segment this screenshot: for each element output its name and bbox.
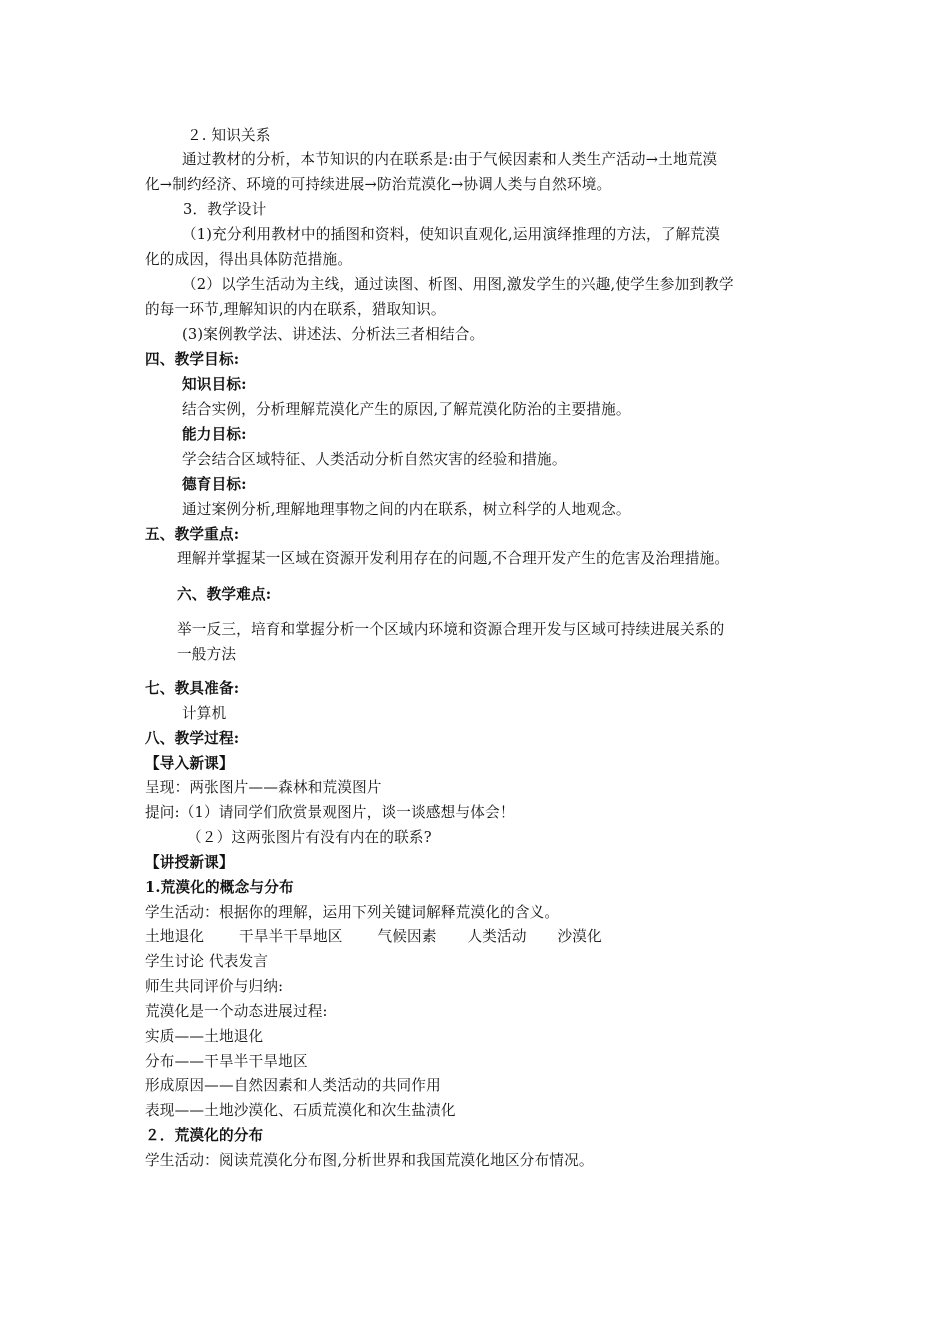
dynamic-text: 荒漠化是一个动态进展过程:: [145, 1003, 328, 1020]
moral-goal-text: 通过案例分析,理解地理事物之间的内在联系，树立科学的人地观念。: [182, 501, 631, 518]
knowledge-goal-label: 知识目标:: [182, 376, 247, 393]
design-item1-line1: （1)充分利用教材中的插图和资料，使知识直观化,运用演绎推理的方法，了解荒漠: [182, 226, 721, 243]
present-text: 呈现：两张图片——森林和荒漠图片: [145, 779, 382, 796]
activity1-text: 学生活动：根据你的理解，运用下列关键词解释荒漠化的含义。: [145, 904, 560, 921]
keyword: 土地退化: [145, 928, 205, 945]
knowledge-relation-line1: 通过教材的分析，本节知识的内在联系是:由于气候因素和人类生产活动→土地荒漠: [182, 151, 718, 168]
focus-text: 理解并掌握某一区域在资源开发利用存在的问题,不合理开发产生的危害及治理措施。: [177, 550, 730, 567]
keyword: 气候因素: [377, 928, 437, 945]
design-item2-line2: 的每一环节,理解知识的内在联系，猎取知识。: [145, 301, 446, 318]
tools-text: 计算机: [182, 705, 227, 722]
knowledge-goal-text: 结合实例，分析理解荒漠化产生的原因,了解荒漠化防治的主要措施。: [182, 401, 631, 418]
moral-goal-label: 德育目标:: [182, 476, 247, 493]
essence-text: 实质——土地退化: [145, 1028, 264, 1045]
keyword-row: [145, 927, 602, 947]
design-item1-line2: 化的成因，得出具体防范措施。: [145, 251, 353, 268]
design-item2-line1: （2）以学生活动为主线，通过读图、析图、用图,激发学生的兴趣,使学生参加到教学: [182, 276, 734, 293]
ability-goal-text: 学会结合区域特征、人类活动分析自然灾害的经验和措施。: [182, 451, 567, 468]
distribution-text: 分布——干旱半干旱地区: [145, 1053, 308, 1070]
design-item3: (3)案例教学法、讲述法、分析法三者相结合。: [182, 326, 485, 343]
process-heading: 八、教学过程:: [145, 730, 240, 747]
intro-heading: 【导入新课】: [145, 755, 234, 772]
summary-text: 师生共同评价与归纳:: [145, 978, 284, 995]
goals-heading: 四、教学目标:: [145, 351, 240, 368]
question2-text: （２）这两张图片有没有内在的联系?: [187, 829, 432, 846]
distribution-heading: ２．荒漠化的分布: [145, 1127, 264, 1144]
ability-goal-label: 能力目标:: [182, 426, 247, 443]
manifest-text: 表现——土地沙漠化、石质荒漠化和次生盐渍化: [145, 1102, 456, 1119]
difficulty-heading: 六、教学难点:: [177, 586, 272, 603]
knowledge-relation-line2: 化→制约经济、环境的可持续进展→防治荒漠化→协调人类与自然环境。: [145, 176, 612, 193]
concept-heading: 1.荒漠化的概念与分布: [145, 879, 294, 896]
knowledge-relation-heading: ２. 知识关系: [187, 127, 271, 144]
causes-text: 形成原因——自然因素和人类活动的共同作用: [145, 1077, 441, 1094]
activity2-text: 学生活动：阅读荒漠化分布图,分析世界和我国荒漠化地区分布情况。: [145, 1152, 594, 1169]
teaching-design-heading: 3．教学设计: [183, 201, 267, 218]
new-lesson-heading: 【讲授新课】: [145, 854, 234, 871]
keyword: 干旱半干旱地区: [239, 928, 343, 945]
difficulty-text-line2: 一般方法: [177, 646, 237, 663]
question1-text: 提问:（1）请同学们欣赏景观图片，谈一谈感想与体会！: [145, 804, 515, 821]
keyword: 人类活动: [467, 928, 527, 945]
tools-heading: 七、教具准备:: [145, 680, 240, 697]
focus-heading: 五、教学重点:: [145, 526, 240, 543]
difficulty-text-line1: 举一反三，培育和掌握分析一个区域内环境和资源合理开发与区域可持续进展关系的: [177, 621, 725, 638]
keyword: 沙漠化: [557, 928, 602, 945]
discuss-text: 学生讨论 代表发言: [145, 953, 269, 970]
